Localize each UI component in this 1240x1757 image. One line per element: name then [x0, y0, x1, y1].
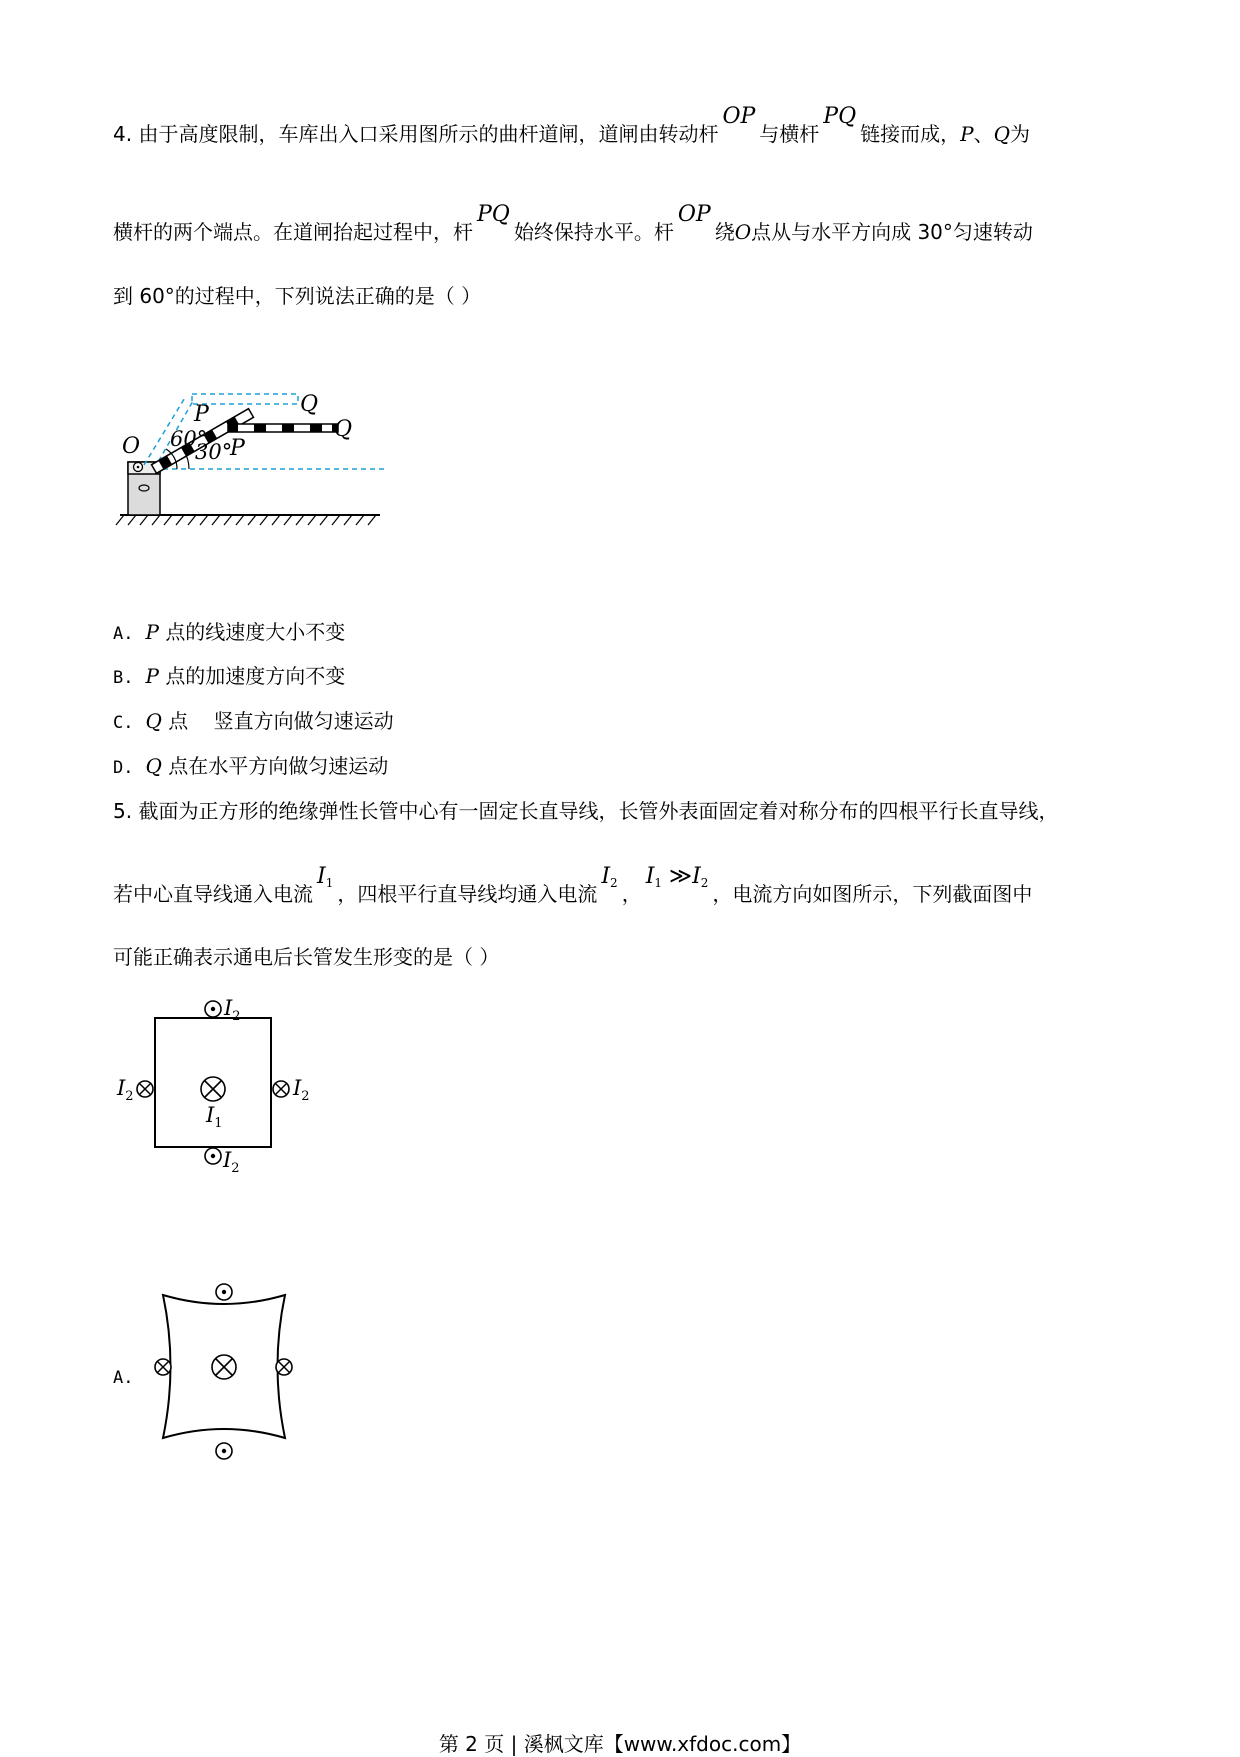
- label-p-upper: P: [194, 402, 209, 427]
- rod-op-symbol: OP: [722, 104, 756, 129]
- q5-option-a[interactable]: A.: [113, 1368, 134, 1388]
- rod-pq-symbol: PQ: [823, 104, 857, 129]
- current-inequality: $I_1$ $≫I_2$: [645, 864, 709, 890]
- label-i2-left: $I_2$: [117, 1076, 134, 1104]
- angle-30-label: 30°: [195, 440, 233, 464]
- label-o: O: [122, 434, 141, 459]
- q4-option-b[interactable]: B. P 点的加速度方向不变: [113, 664, 346, 688]
- label-q-lower: Q: [334, 417, 353, 442]
- page-footer: 第 2 页 | 溪枫文库【www.xfdoc.com】: [438, 1732, 802, 1756]
- rod-pq-symbol: PQ: [477, 202, 510, 227]
- q5-line-3: 可能正确表示通电后长管发生形变的是（ ）: [113, 945, 500, 969]
- q4-number: 4.: [113, 122, 133, 146]
- q5-number: 5.: [113, 799, 133, 823]
- option-a-figure: [140, 1280, 320, 1470]
- square-cross-section-figure: [110, 985, 330, 1195]
- label-i1-center: $I_1$: [206, 1103, 223, 1131]
- rod-op-symbol: OP: [677, 202, 711, 227]
- q5-line-1: 5. 截面为正方形的绝缘弹性长管中心有一固定长直导线，长管外表面固定着对称分布的四根平行长直导线，: [113, 799, 1059, 823]
- q4-line-3: 到 60°的过程中，下列说法正确的是（ ）: [113, 284, 482, 308]
- q4-option-a[interactable]: A. P 点的线速度大小不变: [113, 620, 346, 644]
- label-q-upper: Q: [300, 392, 319, 417]
- q4-line-1: 4. 由于高度限制，车库出入口采用图所示的曲杆道闸，道闸由转动杆OP与横杆PQ链接而成，P、Q为: [113, 104, 1031, 146]
- label-i2-bottom: $I_2$: [223, 1148, 240, 1176]
- label-i2-right: $I_2$: [293, 1076, 310, 1104]
- q4-option-c[interactable]: C. Q 点 竖直方向做匀速运动: [113, 709, 394, 733]
- angle-60-label: 60°: [170, 427, 208, 451]
- q5-line-2: 若中心直导线通入电流$I_1$ ，四根平行直导线均通入电流$I_2$ ，$I_1$ $≫I_2$ ，电流方向如图所示，下列截面图中: [113, 864, 1033, 906]
- q4-line-2: 横杆的两个端点。在道闸抬起过程中，杆PQ始终保持水平。杆OP绕O点从与水平方向成 30°匀速转动: [113, 202, 1033, 244]
- q4-option-d[interactable]: D. Q 点在水平方向做匀速运动: [113, 754, 389, 778]
- barrier-gate-figure: [110, 320, 410, 530]
- label-i2-top: $I_2$: [224, 996, 241, 1024]
- label-p-lower: P: [230, 436, 245, 461]
